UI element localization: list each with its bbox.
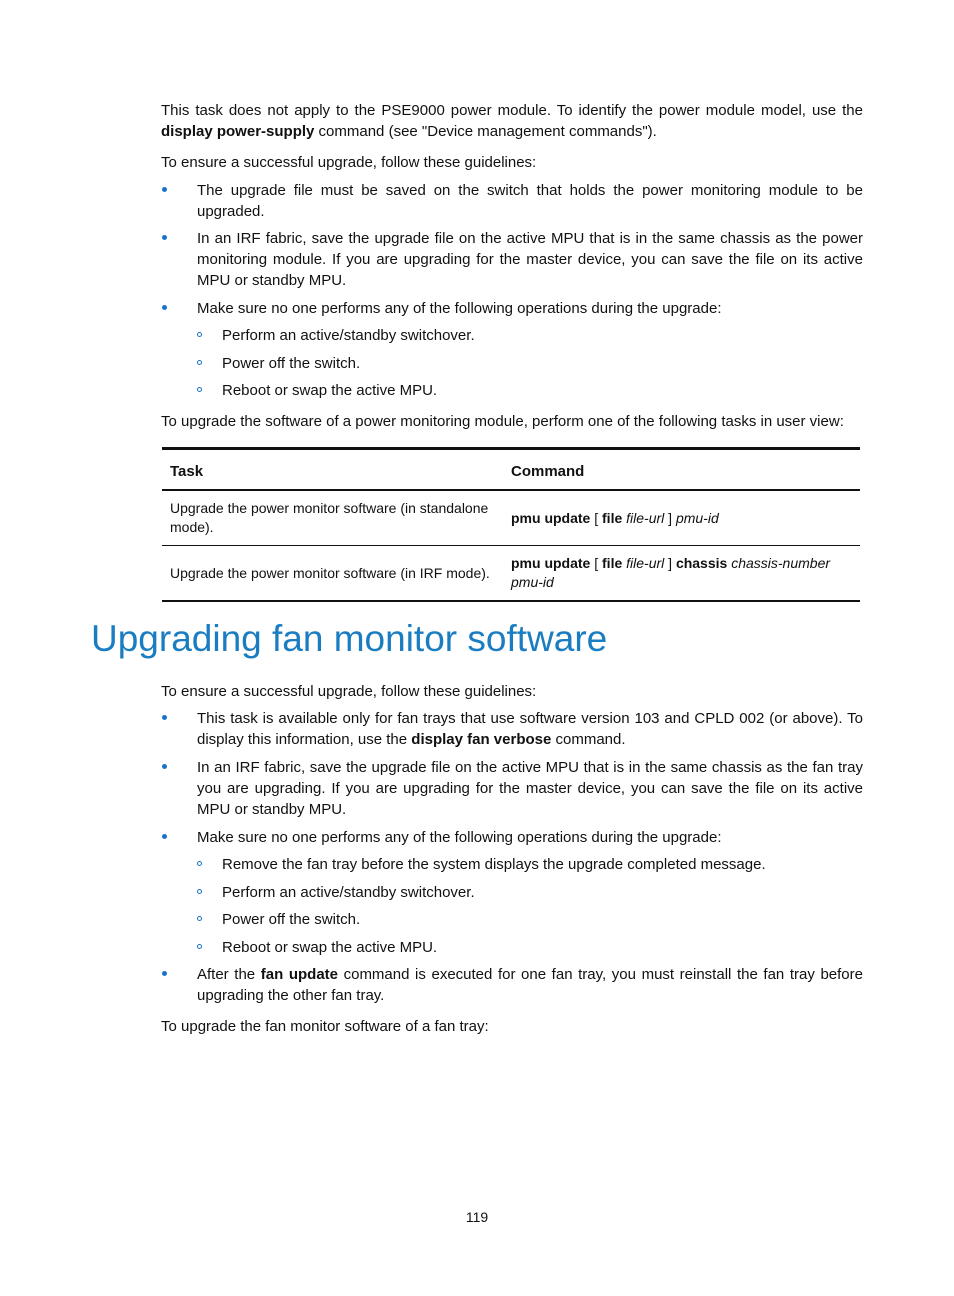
- command-display-power-supply: display power-supply: [161, 123, 315, 140]
- bullet-icon: [160, 757, 170, 767]
- sub-item: Power off the switch.: [222, 911, 361, 928]
- sub-bullet-icon: [196, 353, 206, 363]
- item-text: This task is available only for fan trays that use software version 103 and CPLD 002 (or above). To display this information, use the: [197, 710, 863, 748]
- task-command-table: [162, 447, 860, 602]
- bullet-icon: [160, 964, 170, 974]
- guideline-item: Make sure no one performs any of the following operations during the upgrade:: [197, 300, 722, 317]
- command-fan-update: fan update: [260, 966, 338, 983]
- table-header-row: [162, 449, 860, 491]
- bullet-icon: [160, 827, 170, 837]
- command-cell: [503, 546, 860, 602]
- command-cell: [503, 490, 860, 546]
- page-number: 119: [465, 1209, 489, 1225]
- sub-bullet-icon: [196, 380, 206, 390]
- guideline-item: In an IRF fabric, save the upgrade file on the active MPU that is in the same chassis as the fan tray you are upgrading. If you are upgrading for the master device, you can save the file on its active MPU or standby MPU.: [197, 759, 863, 818]
- table-row: [162, 546, 860, 602]
- bullet-icon: [160, 180, 170, 190]
- tasks-intro: To upgrade the software of a power monitoring module, perform one of the following tasks in user view:: [161, 413, 844, 430]
- cmd-keyword: pmu update: [511, 509, 591, 526]
- guideline-item: In an IRF fabric, save the upgrade file on the active MPU that is in the same chassis as the power monitoring module. If you are upgrading for the master device, you can save the file on its active MPU or standby MPU.: [197, 230, 863, 289]
- sub-item: Perform an active/standby switchover.: [222, 327, 475, 344]
- cmd-keyword: chassis: [675, 555, 728, 571]
- table-row: [162, 490, 860, 546]
- cmd-text: ]: [664, 509, 676, 526]
- cmd-keyword: file: [602, 555, 623, 571]
- item-text-end: command.: [551, 731, 626, 748]
- header-command: Command: [503, 449, 860, 491]
- sub-bullet-icon: [196, 909, 206, 919]
- command-display-fan-verbose: display fan verbose: [411, 731, 552, 748]
- task-cell: Upgrade the power monitor software (in standalone mode).: [162, 490, 503, 546]
- guideline-item: [197, 964, 863, 1006]
- cmd-text: ]: [664, 555, 676, 571]
- item-text-end: command is executed for one fan tray, you must reinstall the fan tray before upgrading the other fan tray.: [197, 966, 863, 1004]
- cmd-argument: chassis-number: [731, 555, 831, 571]
- cmd-argument: pmu-id: [511, 574, 554, 590]
- cmd-argument: file-url: [626, 555, 665, 571]
- sub-item: Remove the fan tray before the system displays the upgrade completed message.: [222, 856, 766, 873]
- intro-text: This task does not apply to the PSE9000 power module. To identify the power module model, use the: [161, 102, 863, 119]
- sub-bullet-icon: [196, 882, 206, 892]
- guideline-item: Make sure no one performs any of the following operations during the upgrade:: [197, 829, 722, 846]
- item-text: After the: [197, 966, 261, 983]
- sub-item: Power off the switch.: [222, 355, 361, 372]
- cmd-keyword: file: [602, 509, 623, 526]
- sub-item: Reboot or swap the active MPU.: [222, 382, 438, 399]
- task-cell: Upgrade the power monitor software (in IRF mode).: [162, 546, 503, 602]
- cmd-text: [: [590, 509, 603, 526]
- fan-upgrade-intro: To upgrade the fan monitor software of a fan tray:: [161, 1018, 489, 1035]
- section-heading: Upgrading fan monitor software: [91, 618, 608, 659]
- sub-bullet-icon: [196, 937, 206, 947]
- cmd-keyword: pmu update: [511, 555, 591, 571]
- intro-paragraph: [161, 100, 863, 142]
- bullet-icon: [160, 298, 170, 308]
- header-task: Task: [162, 449, 503, 491]
- sub-item: Reboot or swap the active MPU.: [222, 939, 438, 956]
- guidelines-intro: To ensure a successful upgrade, follow these guidelines:: [161, 154, 537, 171]
- sub-bullet-icon: [196, 854, 206, 864]
- bullet-icon: [160, 228, 170, 238]
- sub-bullet-icon: [196, 325, 206, 335]
- bullet-icon: [160, 708, 170, 718]
- cmd-argument: file-url: [626, 509, 665, 526]
- sub-item: Perform an active/standby switchover.: [222, 884, 475, 901]
- fan-guidelines-intro: To ensure a successful upgrade, follow these guidelines:: [161, 683, 537, 700]
- cmd-text: [: [590, 555, 603, 571]
- cmd-argument: pmu-id: [675, 509, 719, 526]
- intro-text-end: command (see "Device management commands").: [314, 123, 657, 140]
- guideline-item: [197, 708, 863, 750]
- guideline-item: The upgrade file must be saved on the switch that holds the power monitoring module to be upgraded.: [197, 182, 863, 220]
